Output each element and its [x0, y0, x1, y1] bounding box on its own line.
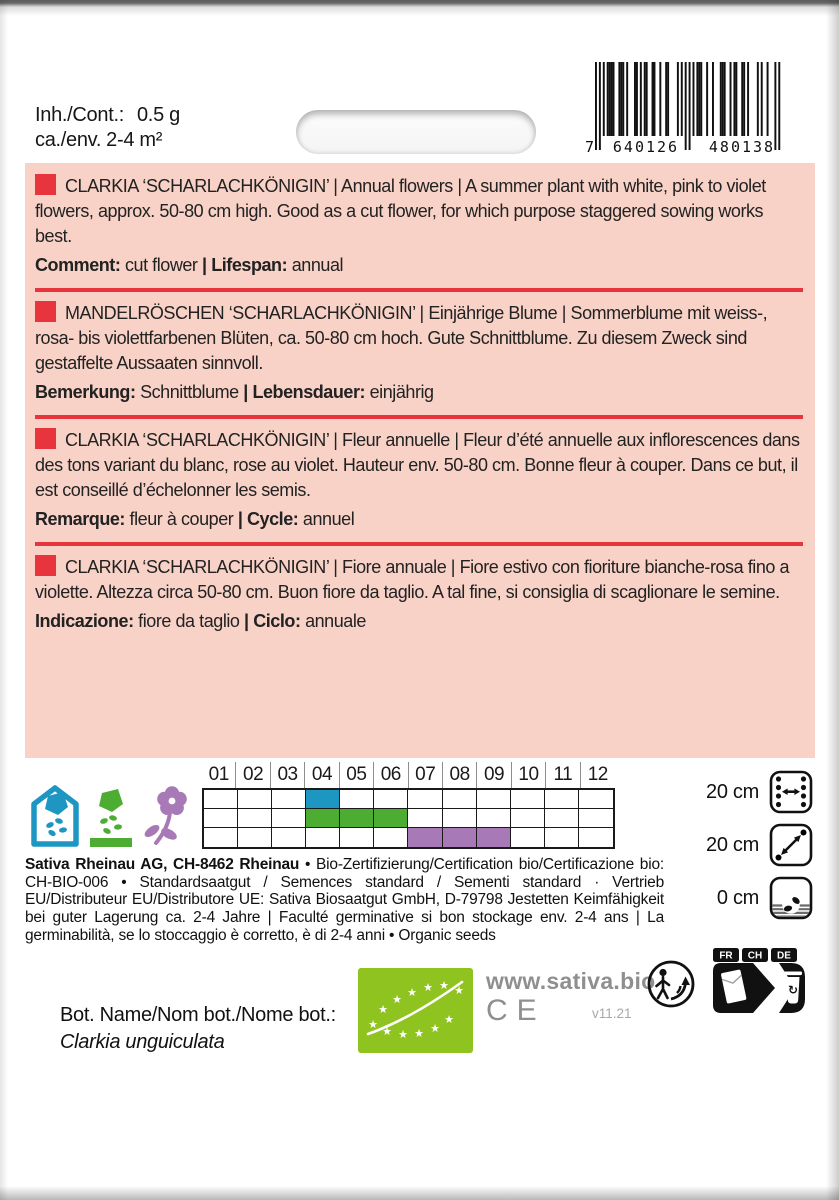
section-tags: Indicazione: fiore da taglio | Ciclo: annuale: [35, 611, 366, 631]
info-section-de: [35, 294, 803, 413]
svg-text:★: ★: [378, 1003, 388, 1016]
svg-text:↻: ↻: [787, 983, 799, 997]
recycle-tab-ch: CH: [747, 950, 763, 962]
company-certification-text: [25, 856, 664, 945]
calendar-cell-greenhouse-sowing-07: [408, 790, 442, 809]
coverage-value: 2-4 m²: [106, 129, 163, 151]
botanical-name: Clarkia unguiculata: [60, 1031, 225, 1053]
calendar-cell-flowering-02: [238, 828, 272, 847]
barcode-group2: 480138: [708, 138, 776, 156]
svg-text:★: ★: [398, 1028, 408, 1041]
calendar-cell-flowering-08: [443, 828, 477, 847]
plant-spacing-icon: [769, 823, 813, 867]
calendar-cell-direct-sowing-12: [579, 809, 613, 828]
website-url: www.sativa.bio: [486, 968, 656, 994]
version-label: v11.21: [592, 1006, 632, 1021]
calendar-cell-greenhouse-sowing-12: [579, 790, 613, 809]
contents-value: 0.5 g: [136, 104, 180, 126]
month-label: 03: [271, 762, 305, 788]
calendar-cell-flowering-10: [511, 828, 545, 847]
calendar-cell-flowering-04: [306, 828, 340, 847]
svg-text:★: ★: [382, 1025, 392, 1038]
info-sections: [35, 167, 803, 642]
ce-mark: CE: [486, 994, 546, 1027]
calendar-cell-direct-sowing-03: [272, 809, 306, 828]
red-square-bullet: [35, 174, 56, 195]
calendar-legend: [30, 784, 194, 848]
month-label: 10: [512, 762, 546, 788]
section-body: CLARKIA ‘SCHARLACHKÖNIGIN’ | Annual flowers | A summer plant with white, pink to violet flowers, approx. 50-80 cm high. Good as a cut flower, for which purpose staggered sowing works best.: [35, 176, 766, 246]
month-label: 05: [340, 762, 374, 788]
calendar-cell-greenhouse-sowing-10: [511, 790, 545, 809]
section-tags: Remarque: fleur à couper | Cycle: annuel: [35, 509, 355, 529]
certification-text: • Bio-Zertifizierung/Certification bio/Certificazione bio: CH-BIO-006 • Standardsaatgut / Semences standard / Sementi standard · Vertrieb EU/Distributeur EU/Distributore UE: Sativa Biosaatgut GmbH, D-79798 Jestetten Keimfähigkeit bei guter Lagerung ca. 2-4 Jahre | Faculté germinative si bon stockage env. 2-4 ans | La germinabilità, se lo stoccaggio è corretto, è di 2-4 anni • Organic seeds: [25, 856, 664, 944]
recycle-tab-fr: FR: [719, 950, 733, 962]
hang-hole-cutout: [296, 110, 536, 154]
sowing-calendar: [202, 762, 615, 849]
packaging-recycling-label: [701, 946, 805, 1014]
calendar-cell-greenhouse-sowing-01: [204, 790, 238, 809]
calendar-cell-flowering-12: [579, 828, 613, 847]
spacing-info: [706, 770, 813, 920]
section-tags: Comment: cut flower | Lifespan: annual: [35, 255, 344, 275]
botanical-name-block: [60, 1002, 336, 1056]
calendar-cell-greenhouse-sowing-08: [443, 790, 477, 809]
sowing-depth-icon: [769, 876, 813, 920]
month-label: 07: [409, 762, 443, 788]
coverage-line: [35, 128, 180, 153]
sowing-depth-value: 0 cm: [716, 886, 759, 909]
calendar-cell-greenhouse-sowing-11: [545, 790, 579, 809]
calendar-cell-direct-sowing-06: [374, 809, 408, 828]
svg-text:★: ★: [444, 1013, 454, 1026]
calendar-cell-greenhouse-sowing-03: [272, 790, 306, 809]
section-body: CLARKIA ‘SCHARLACHKÖNIGIN’ | Fleur annuelle | Fleur d’été annuelle aux inflorescences dans des tons variant du blanc, rose au violet. Hauteur env. 50-80 cm. Bonne fleur à couper. Dans ce but, il est conseillé d’échelonner les semis.: [35, 430, 800, 500]
greenhouse-sowing-icon: [30, 784, 80, 848]
section-separator: [35, 415, 803, 419]
packet-edge-shadow-top: [0, 0, 839, 16]
calendar-cell-flowering-07: [408, 828, 442, 847]
calendar-cell-direct-sowing-07: [408, 809, 442, 828]
eu-organic-logo: [358, 968, 473, 1053]
barcode: [585, 62, 790, 164]
calendar-cell-flowering-11: [545, 828, 579, 847]
svg-text:★: ★: [414, 1027, 424, 1040]
calendar-cell-direct-sowing-02: [238, 809, 272, 828]
section-body: MANDELRÖSCHEN ‘SCHARLACHKÖNIGIN’ | Einjährige Blume | Sommerblume mit weiss-, rosa- bis violettfarbenen Blüten, ca. 50-80 cm hoch. Gute Schnittblume. Zu diesem Zweck sind gestaffelte Aussaaten sinnvoll.: [35, 303, 768, 373]
calendar-cell-greenhouse-sowing-05: [340, 790, 374, 809]
calendar-cell-direct-sowing-11: [545, 809, 579, 828]
info-section-fr: [35, 421, 803, 540]
calendar-cell-direct-sowing-08: [443, 809, 477, 828]
info-section-en: [35, 167, 803, 286]
red-square-bullet: [35, 428, 56, 449]
svg-text:★: ★: [439, 979, 449, 992]
calendar-cell-flowering-06: [374, 828, 408, 847]
svg-text:★: ★: [454, 984, 464, 997]
packet-edge-shadow-right: [826, 0, 839, 1200]
svg-text:★: ★: [430, 1022, 440, 1035]
red-square-bullet: [35, 301, 56, 322]
coverage-label: ca./env.: [35, 129, 102, 151]
section-tags: Bemerkung: Schnittblume | Lebensdauer: einjährig: [35, 382, 434, 402]
section-separator: [35, 542, 803, 546]
month-label: 09: [477, 762, 511, 788]
recycle-tab-de: DE: [777, 950, 791, 962]
calendar-cell-flowering-01: [204, 828, 238, 847]
month-label: 08: [443, 762, 477, 788]
month-label: 12: [587, 764, 608, 785]
svg-text:★: ★: [368, 1018, 378, 1031]
direct-sowing-icon: [90, 784, 132, 848]
calendar-cell-flowering-09: [477, 828, 511, 847]
row-spacing-icon: [769, 770, 813, 814]
plant-spacing-value: 20 cm: [706, 833, 759, 856]
barcode-prefix: 7: [585, 138, 597, 156]
contents-line: [35, 103, 180, 128]
calendar-cell-direct-sowing-05: [340, 809, 374, 828]
calendar-cell-direct-sowing-10: [511, 809, 545, 828]
calendar-cell-greenhouse-sowing-06: [374, 790, 408, 809]
barcode-group1: 640126: [612, 138, 680, 156]
flowering-icon: [142, 784, 194, 848]
month-label: 11: [546, 762, 580, 788]
calendar-cell-flowering-05: [340, 828, 374, 847]
barcode-digits: [585, 138, 790, 156]
month-label: 04: [305, 762, 339, 788]
packet-edge-shadow-left: [0, 0, 8, 1200]
svg-text:★: ★: [407, 986, 417, 999]
contents-info: [35, 103, 180, 153]
section-body: CLARKIA ‘SCHARLACHKÖNIGIN’ | Fiore annuale | Fiore estivo con fioriture bianche-rosa fino a violette. Altezza circa 50-80 cm. Buon fiore da taglio. A tal fine, si consiglia di scaglionare le semine.: [35, 557, 790, 602]
calendar-cell-direct-sowing-01: [204, 809, 238, 828]
svg-text:★: ★: [423, 981, 433, 994]
plant-spacing-row: [706, 823, 813, 867]
description-panel: [25, 163, 815, 758]
calendar-cell-flowering-03: [272, 828, 306, 847]
calendar-month-header: [202, 762, 615, 788]
contents-label: Inh./Cont.:: [35, 104, 124, 126]
calendar-cell-greenhouse-sowing-09: [477, 790, 511, 809]
calendar-grid: [202, 788, 615, 849]
calendar-cell-direct-sowing-04: [306, 809, 340, 828]
svg-text:★: ★: [392, 993, 402, 1006]
botanical-name-label: Bot. Name/Nom bot./Nome bot.:: [60, 1004, 336, 1026]
calendar-cell-direct-sowing-09: [477, 809, 511, 828]
triman-recycling-icon: [646, 959, 696, 1009]
month-label: 02: [236, 762, 270, 788]
company-name: Sativa Rheinau AG, CH-8462 Rheinau: [25, 856, 300, 873]
calendar-cell-greenhouse-sowing-02: [238, 790, 272, 809]
month-label: 06: [374, 762, 408, 788]
row-spacing-row: [706, 770, 813, 814]
row-spacing-value: 20 cm: [706, 780, 759, 803]
sowing-depth-row: [706, 876, 813, 920]
red-square-bullet: [35, 555, 56, 576]
packet-edge-shadow-bottom: [0, 1186, 839, 1200]
info-section-it: [35, 548, 803, 642]
month-label: 01: [202, 762, 236, 788]
section-separator: [35, 288, 803, 292]
calendar-cell-greenhouse-sowing-04: [306, 790, 340, 809]
